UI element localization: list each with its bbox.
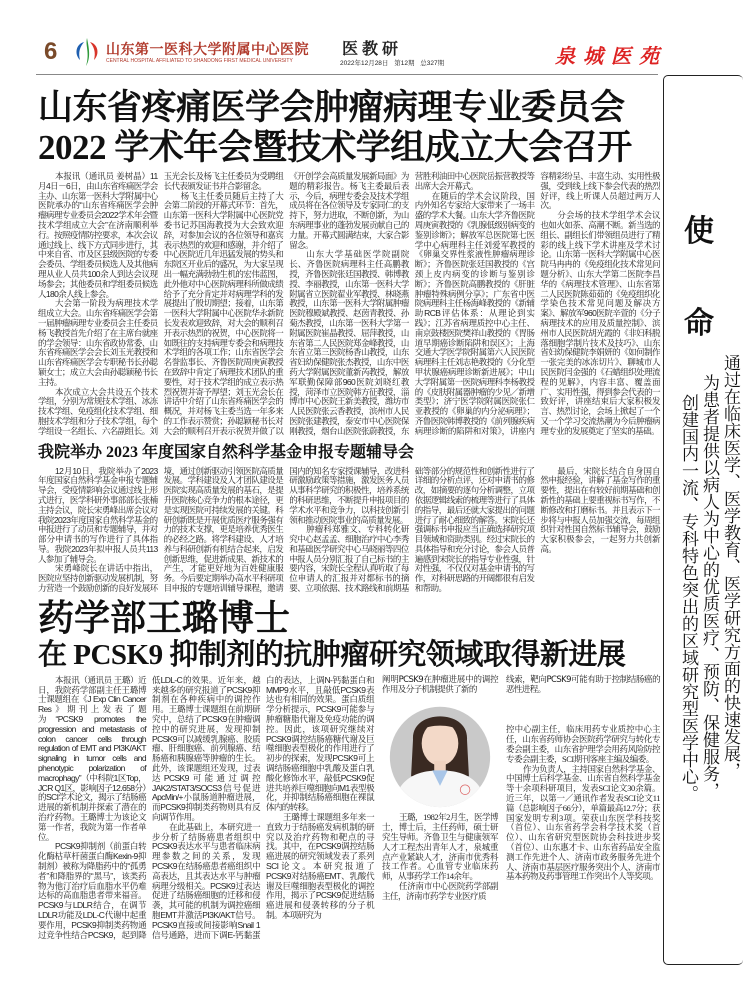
- bio-paragraph: 控中心副主任，临床用药专业质控中心主任，山东省药师协会医院药学研究与转化专委会副主委，山东省护理学会用药风险防控专委会副主委，SCI期刊客座主编及编委。: [506, 724, 660, 764]
- paragraph: 分会场的技术学组学术会议也如火如荼、高潮不断。新当选的组长、副组长们带领组员进行了精彩的线上线下学术讲座及学术讨论。山东第一医科大学附属中心医院马冉冉的《免疫组化技术常见问题分析》、山东大学第二医院李昌华的《病理技术管理》、山东省第二人民医院陈茹茹的《免疫组织化学染色技术常见问题及解决方案》、解放军960医院辛萱的《分子病理技术的应用及质量控制》、滨州市人民医院胡光霞的《非妇科脱落细胞学制片技术及技巧》、山东省妇幼保健院李娟妍的《如何制作一张完美的冰冻切片》、聊城市人民医院闫金强的《石蜡组织处理流程的见解》，内容丰富、覆盖面广、实用性强，得到参会代表的一致好评，讲座结束后大家积极发言、热烈讨论，会场上掀起了一个又一个学习交流热潮为今后肿瘤病理专业的发展奠定了坚实的基础。: [540, 210, 660, 436]
- paragraph: 大会第一阶段为病理技术学组成立大会。山东省疼痛医学会第一届肿瘤病理专业委员会主任委员杨飞教授首先介绍了在主席台就座的学会领导：山东省政协常委、山东省疼痛医学会会长刘玉光教授和山东省疼痛医学会专职秘书长孙聪颖女士；成立大会由孙聪颖秘书长主持。: [38, 298, 158, 387]
- portrait-photo: [386, 701, 494, 809]
- paragraph: PCSK9抑制剂（前蛋白转化酶枯草杆菌蛋白酶Kexin-9抑制剂）被称为降脂药中的“孤勇者”和降脂界的“黑马”，该类药物为他汀治疗后血脂水平仍难达标的高血脂患者带来福音。PCSK9与LDLR结合，在调节LDLR功能及LDL-C代谢中起重要作用，PCSK9抑制类药物通过竞争性结合PCSK9，起到降低LDL-C的效果。近年来，越来越多的研究报道了PCSK9抑制剂在各种疾病中的调控作用。王璐博士课题组在前期研究中，总结了PCSK9在肿瘤调控中的研究进展，发现抑制PCSK9可以减缓乳腺癌、胶质瘤、肝细胞癌、前列腺癌、结肠癌和胰腺癌等肿瘤的生长。此外，该课题组还发现，过表达PCSK9可能通过调控JAK2/STAT3/SOCS3信号促进ApcMin/+小鼠肠道肿瘤进展，而PCSK9抑制类药物则具有反向调节作用。: [38, 674, 260, 940]
- paragraph: 山东大学基础医学院副院长、齐鲁医院病理科主任高鹏教授，齐鲁医院张廷国教授、韩博教授、李丽教授，山东第一医科大学附属省立医院翟业军教授、林晓燕教授，山东第一医科大学附属肿瘤医院穆殿斌教授、赵茵青教授、孙菊杰教授，山东第一医科大学第一附属医院崔晶教授、屈萍教授，山东省第二人民医院郑金峰教授，山东省立第三医院杨香山教授，山东省妇幼保健院张杰教授，山东中医药大学附属医院董新芮教授，解放军联勤保障部960医院刘晓红教授，菏泽市立医院韩方征教授，淄博市中心医院王新美教授，潍坊市人民医院张云香教授，滨州市人民医院张建教授，泰安市中心医院保刚教授，烟台山医院张蔚教授，东营胜利油田中心医院岳振营教授等出席大会开幕式。: [289, 171, 535, 436]
- paragraph: 本报讯（通讯员 姜树晶）11月4日－6日，由山东省疼痛医学会主办、山东第一医科大学附属中心医院承办的“山东省疼痛医学会肿瘤病理专业委员会2022学术年会暨技术学组成立大会”在济南顺利举行。按照疫情防控要求，本次会议通过线上、线下方式同步进行，其中来自省、市及区县级医院的专委会委员、学组委员候选人及其他病理从业人员共100余人到达会议现场参会；其他委员和学组委员候选人180余人线上参会。: [38, 171, 158, 299]
- article2-body: [38, 467, 660, 594]
- hospital-name-en: CENTRAL HOSPITAL AFFILIATED TO SHANDONG FIRST MEDICAL UNIVERSITY: [106, 58, 293, 64]
- paragraph: 最后，宋院长结合自身国自然申报经验，讲解了基金写作的重要性，提出在有较好前期基础和创新性的基础上要重视标书写作，不断修改和打磨标书。并且表示下一步将与申报人员加强交流，每周组织针对性国自然标书辅导会，鼓励大家积极参会，一起努力共创新高。: [540, 465, 660, 554]
- paragraph: 王璐博士课题组多年来一直致力于结肠癌发病机制的研究以及治疗药物和靶点的寻找。其中，在PCSK9调控结肠癌进展的研究领域发表了系列SCI论文。本研究报道了PCSK9对结肠癌EMT、乳酸代谢及巨噬细胞表型极化的调控作用，揭示了PCSK9促进结肠癌进展和侵袭转移的分子机制。本项研究为: [266, 812, 374, 920]
- article2-headline: 我院举办 2023 年度国家自然科学基金申报专题辅导会: [38, 443, 415, 461]
- mission-line: 创建国内一流、专科特色突出的区域研究型医学中心。: [679, 394, 698, 802]
- issue-total: 总327期: [420, 60, 445, 67]
- paragraph: 本报讯（通讯员 王璐）近日，我院药学部副主任王璐博士课题组在《J Exp Clin Cancer Res》期刊上发表了题为“PCSK9 promotes the progression and metastasis of colon cancer cells through regulation of EMT and PI3K/AKT signaling in tumor cells and phenotypic polarization of macrophagy”（中科院1区Top，JCR Q1区，影响因子12.658分）的SCI学术论文，揭示了结肠癌进展的新机制并探索了潜在的治疗药物。王璐博士为该论文第一作者，我院为第一作者单位。: [38, 674, 146, 842]
- article3-column-4: [382, 676, 498, 902]
- article3-headline-2: 在 PCSK9 抑制剂的抗肿瘤研究领域取得新进展: [38, 638, 626, 671]
- paragraph: 在此基础上，本研究进一步分析了结肠癌患者组织中PCSK9表达水平与患者临床病理参数之间的关系，发现PCSK9在结肠癌患者癌组织中高表达，且其表达水平与肿瘤病理分级相关。PCSK9过表达促进了结肠癌细胞的迁移和侵袭，其可能的机制为调控癌细胞EMT并激活PI3K/AKT信号。PCSK9直接或间接影响Snail 1信号通路，进而下调E-钙黏蛋白的表达，上调N-钙黏蛋白和MMP9水平，且敲低PCSK9表达也有相同的效果。蛋白质组学分析提示，PCSK9可能参与肿瘤糖脂代谢及免疫功能的调控。因此，该项研究继续对PCSK9调控结肠癌糖代谢及巨噬细胞表型极化的作用进行了初步的探索，发现PCSK9可上调结肠癌细胞中乳酸及蛋白乳酸化修饰水平，敲低PCSK9促进共培养巨噬细胞向M1表型极化，并抑制结肠癌细胞在裸鼠体内的转移。: [152, 674, 374, 940]
- issue-line: [340, 58, 444, 67]
- author-bio: [506, 725, 660, 882]
- paragraph: 在随后的学术会议阶段，国内外知名专家给大家带来了一场丰盛的学术大餐。山东大学齐鲁医院周庚寅教授的《乳腺低级别病变的鉴别诊断》；解放军总医院第七医学中心病理科主任刘爱军教授的《卵巢交界性浆液性肿瘤病理诊断》；齐鲁医院张廷国教授的《宫颈上皮内病变的诊断与鉴别诊断》；齐鲁医院高鹏教授的《肝脏肿瘤特殊病例分享》；广东省中医院病理科主任杨海峰教授的《新辅助RCB评估体系：从理论到实践》；江苏省病理质控中心主任、南京鼓楼医院樊祥山教授的《胃肠道早期癌诊断陷阱和误区》；上海交通大学医学院附属第六人民医院病理科主任刘志艳教授的《分化型甲状腺癌病理诊断新进展》；中山大学附属第一医院病理科李杨教授的《皮肤附属器肿瘤的少见／新增类型》；济宁医学院附属医院张仁亚教授的《卵巢的内分泌病理》；齐鲁医院韩博教授的《前列腺疾病病理诊断的陷阱和对策》，讲座内容精彩纷呈、丰富生动、实用性极强，受到线上线下参会代表的热烈好评，线上听课人员超过两万人次。: [414, 171, 660, 436]
- brand-calligraphy: 泉城医苑: [555, 46, 667, 68]
- mission-line: 为患者提供以病人为中心的优质医疗、预防、保健服务，: [700, 374, 719, 799]
- article3-row: [38, 676, 660, 941]
- paragraph: 肿瘤科郑雅文、专科转化研究中心赵孟孟、细胞治疗中心李秀和基础医学研究中心马晓丽等四位申报人员分别汇报了自己标书的主要内容，宋院长全程认真听取了每位申请人的汇报并对都标书的摘要、立项依据、技术路线和前期基础等部分的规范性和创新性进行了详细的分析点评，还对申请书的修改，如摘要的逐句分析调整，立项依据逻辑线索的梳理等进行了具体的指导，最后还就大家提出的问题进行了耐心细致的解答。宋院长还强调标书申报应当正确选择研究项目领域和资助类别。经过宋院长的具体指导和充分讨论，参会人员普遍感到宋院长的指导专业性强，针对性强，不仅仅对基金申请书的写作，对科研思路的开阔都很有启发和帮助。: [289, 465, 535, 594]
- bio-paragraph: 作为负责人，主持国家自然科学基金、中国博士后科学基金、山东省自然科学基金等十余项科研项目，发表SCI论文30余篇。近三年，以第一／通讯作者发表SCI论文11篇（总影响因子66分），单篇最高12.7分；获国家发明专利3项。荣获山东医学科技奖（首位）、山东省药学会科学技术奖（首位）、山东省研究型医院协会科技进步奖（首位）、山东惠才卡、山东省药品安全监测工作先进个人、济南市政务服务先进个人、济南市基层医疗服务突出个人、济南市基本药物及药事管理工作突出个人等奖项。: [506, 763, 660, 882]
- section-title: 医教研: [342, 41, 403, 58]
- page-number: 6: [44, 38, 58, 65]
- hospital-logo-icon: [72, 36, 102, 68]
- portrait-caption: [382, 813, 498, 901]
- issue-date: 2022年12月28日: [340, 60, 389, 67]
- paragraph: 12月10日，我院举办了2023年度国家自然科学基金申报专题辅导会，受疫情影响会议通过线上形式进行，医学科研外事部部长张楠主持会议，院长宋勇峰出席会议对我院2023年度国家自然科学基金的申报进行了动员和专题辅导，并对部分申请书的写作进行了具体指导。我院2023年拟申报人员共113人参加了辅导会。: [38, 465, 158, 564]
- mission-line: 通过在临床医学、医学教育、医学研究方面的快速发展，: [721, 354, 740, 779]
- article1-headline: 山东省疼痛医学会肿瘤病理专业委员会: [38, 88, 625, 127]
- article3-continuation-end: 线索，靶向PCSK9可能有助于控制结肠癌的恶性进程。: [506, 674, 660, 695]
- header-divider: [36, 74, 658, 75]
- main-content: [38, 88, 660, 940]
- mission-title-char-2: 命: [684, 307, 714, 340]
- mission-title-char-1: 使: [684, 215, 714, 248]
- article3-continuation: 阐明PCSK9在肿瘤进展中的调控作用及分子机制提供了新的: [382, 674, 498, 695]
- article3-headline: 药学部王璐博士: [38, 597, 291, 638]
- issue-number: 第12期: [394, 60, 415, 67]
- mission-sidebar: [663, 75, 743, 965]
- article1-body: [38, 172, 660, 437]
- paragraph: 杨飞主任委员随后主持了大会第二阶段的开幕式环节：首先，山东第一医科大学附属中心医院党委书记苏国海教授为大会致欢迎辞，对参加会议的各位领导和嘉宾表示热烈的欢迎和感谢，并介绍了中心医院近几年迅猛发展的势头和东院区开业后的盛况，为大家呈现出一幅充满勃勃生机的宏伟蓝图，此外他对中心医院病理科所做成绩给予了充分肯定并对病理学科的发展提出了殷切期望；接着，山东第一医科大学附属中心医院华永新院长发表欢迎致辞，对大会的顺利召开表示热烈的祝贺，中心医院将一如既往的支持病理专委会和病理技术学组的各项工作；山东省医学会名誉监事长、齐鲁医院周庚寅教授在致辞中肯定了病理技术团队的重要性，对于技术学组的成立表示热烈祝贺并寄予厚望；刘玉光会长在讲话中介绍了山东省疼痛医学会的概况，并对杨飞主委当选一年多来的工作表示赞赏；孙聪颖秘书长对大会的顺利召开表示祝贺并做了以《开创学会高质量发展新局面》为题的精彩报告。杨飞主委最后表示，今后，病理专委会及技术学组成员将在各位领导及专家同仁的支持下，努力进取，不断创新，为山东病理事业的蓬勃发展贡献自己的力量。开幕式圆满结束，大家合影留念。: [163, 171, 409, 436]
- caption-paragraph: 王璐，1982年2月生，医学博士，博士后，主任药师，硕士研究生导师。齐鲁卫生与健康领军人才工程杰出青年人才，泉城重点产业紧缺人才，济南市优秀科技工作者。心血管专业临床药师，从事药学工作14余年。: [382, 812, 498, 882]
- mission-text: [679, 354, 739, 802]
- article3-body: [38, 676, 374, 941]
- hospital-name: 山东第一医科大学附属中心医院: [106, 41, 309, 57]
- caption-paragraph: 任济南市中心医院药学部副主任，济南市药学专业医疗质: [382, 881, 498, 901]
- article3-column-5: [506, 676, 660, 882]
- article1-headline-2: 2022 学术年会暨技术学组成立大会召开: [38, 128, 632, 167]
- paragraph: 本次成立大会共设五个技术学组，分别为常规技术学组、冰冻技术学组、免疫组化技术学组、细胞技术学组和分子技术学组，每个学组设一名组长、六名副组长。刘玉光会长及杨飞主任委员为受聘组长代表颁发证书并合影留念。: [38, 171, 284, 436]
- paragraph: 宋勇峰院长在讲话中指出，医院应坚持创新驱动发展机制，努力营造一个鼓励创新的良好发展环境，通过创新驱动引领医院高质量发展。学科建设及人才团队建设是医院实现高质量发展的基石，是提升医院核心竞争力的根本途径，更是实现医院可持续发展的关键。科研创新既是开展优质医疗服务强有力的技术支撑，更是培养优秀医生的必经之路。将学科建设、人才培养与科研创新有机结合起来，启发创新思维，促进新成果、新技术的产生，才能更好地为百姓健康服务。今后要定期举办高水平科研项目申报的专题培训辅导课程，邀请国内的知名专家授课辅导，改进科研激励政策等措施，激发医务人员从事科学研究的积极性，培养系统的科研思维，不断提升申报项目的学术水平和竞争力，以科技创新引领和推动医院事业的高质量发展。: [38, 465, 409, 594]
